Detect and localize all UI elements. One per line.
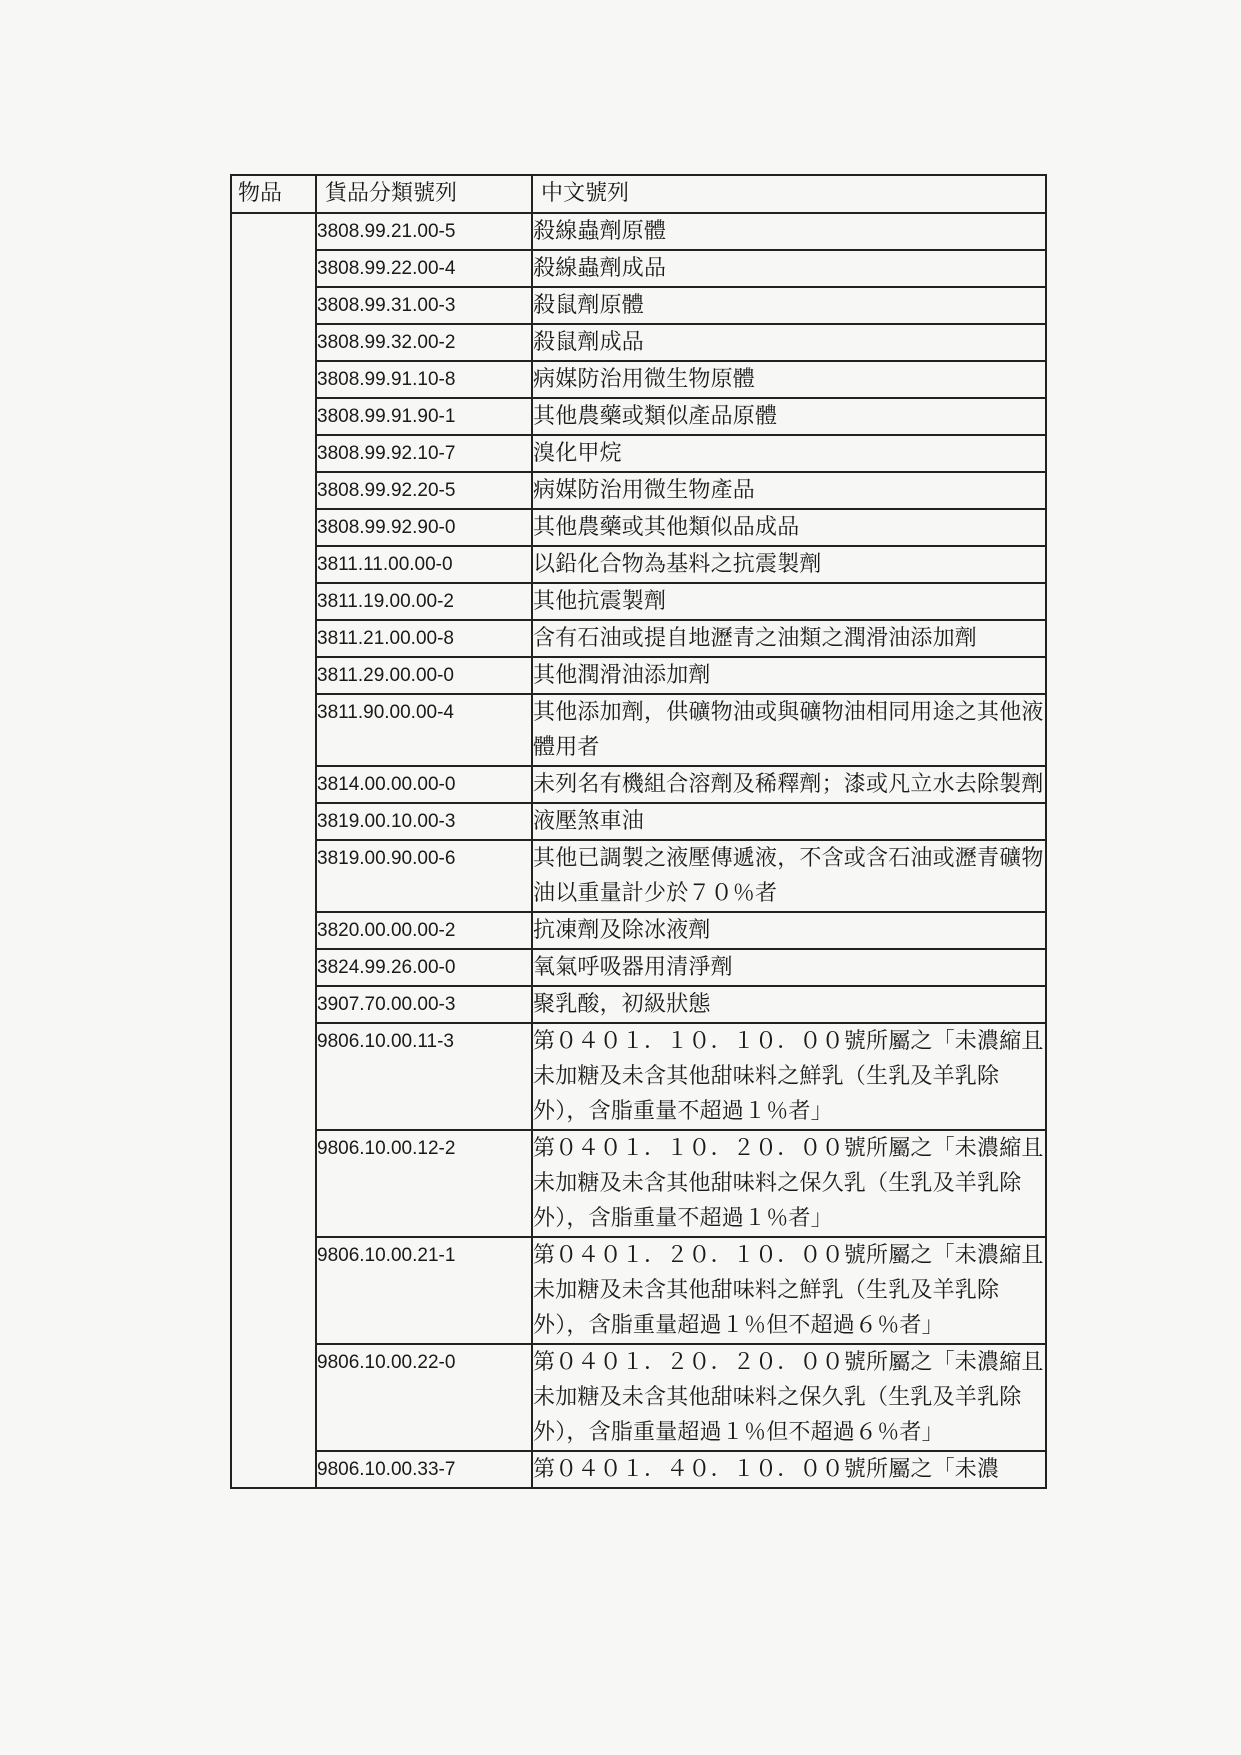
table-row <box>231 1237 1046 1344</box>
chinese-name-cell: 病媒防治用微生物原體 <box>532 361 1046 398</box>
table-row <box>231 803 1046 840</box>
header-chinese-name: 中文號列 <box>532 175 1046 213</box>
header-item: 物品 <box>231 175 316 213</box>
chinese-name-cell: 未列名有機組合溶劑及稀釋劑；漆或凡立水去除製劑 <box>532 766 1046 803</box>
chinese-name-cell: 殺鼠劑成品 <box>532 324 1046 361</box>
tariff-code-cell: 3907.70.00.00-3 <box>316 986 532 1023</box>
table-row <box>231 583 1046 620</box>
chinese-name-cell: 殺鼠劑原體 <box>532 287 1046 324</box>
tariff-code-cell: 9806.10.00.33-7 <box>316 1451 532 1488</box>
header-code: 貨品分類號列 <box>316 175 532 213</box>
chinese-name-cell: 殺線蟲劑原體 <box>532 213 1046 250</box>
chinese-name-cell: 第０４０１．２０．２０．００號所屬之「未濃縮且未加糖及未含其他甜味料之保久乳（生乳及羊乳除外），含脂重量超過１％但不超過６％者」 <box>532 1344 1046 1451</box>
chinese-name-cell: 溴化甲烷 <box>532 435 1046 472</box>
table-row <box>231 949 1046 986</box>
table-row <box>231 840 1046 912</box>
table-row <box>231 287 1046 324</box>
tariff-code-cell: 9806.10.00.21-1 <box>316 1237 532 1344</box>
chinese-name-cell: 病媒防治用微生物產品 <box>532 472 1046 509</box>
table-row <box>231 435 1046 472</box>
table-row <box>231 472 1046 509</box>
table-row <box>231 912 1046 949</box>
chinese-name-cell: 聚乳酸，初級狀態 <box>532 986 1046 1023</box>
table-row <box>231 324 1046 361</box>
table-row <box>231 1023 1046 1130</box>
tariff-table <box>230 174 1047 1489</box>
chinese-name-cell: 第０４０１．１０．１０．００號所屬之「未濃縮且未加糖及未含其他甜味料之鮮乳（生乳及羊乳除外），含脂重量不超過１％者」 <box>532 1023 1046 1130</box>
table-row <box>231 1130 1046 1237</box>
chinese-name-cell: 第０４０１．４０．１０．００號所屬之「未濃 <box>532 1451 1046 1488</box>
chinese-name-cell: 其他抗震製劑 <box>532 583 1046 620</box>
table-row <box>231 1451 1046 1488</box>
chinese-name-cell: 以鉛化合物為基料之抗震製劑 <box>532 546 1046 583</box>
tariff-code-cell: 9806.10.00.11-3 <box>316 1023 532 1130</box>
table-row <box>231 213 1046 250</box>
chinese-name-cell: 液壓煞車油 <box>532 803 1046 840</box>
table-row <box>231 250 1046 287</box>
tariff-code-cell: 3811.90.00.00-4 <box>316 694 532 766</box>
table-row <box>231 361 1046 398</box>
chinese-name-cell: 第０４０１．１０．２０．００號所屬之「未濃縮且未加糖及未含其他甜味料之保久乳（生乳及羊乳除外），含脂重量不超過１％者」 <box>532 1130 1046 1237</box>
chinese-name-cell: 其他添加劑，供礦物油或與礦物油相同用途之其他液體用者 <box>532 694 1046 766</box>
chinese-name-cell: 氧氣呼吸器用清淨劑 <box>532 949 1046 986</box>
table-row <box>231 1344 1046 1451</box>
chinese-name-cell: 其他已調製之液壓傳遞液，不含或含石油或瀝青礦物油以重量計少於７０％者 <box>532 840 1046 912</box>
table-row <box>231 766 1046 803</box>
tariff-code-cell: 3808.99.22.00-4 <box>316 250 532 287</box>
tariff-code-cell: 3808.99.31.00-3 <box>316 287 532 324</box>
tariff-code-cell: 9806.10.00.22-0 <box>316 1344 532 1451</box>
chinese-name-cell: 其他農藥或其他類似品成品 <box>532 509 1046 546</box>
tariff-code-cell: 3811.19.00.00-2 <box>316 583 532 620</box>
tariff-code-cell: 3814.00.00.00-0 <box>316 766 532 803</box>
tariff-code-cell: 3808.99.91.10-8 <box>316 361 532 398</box>
tariff-code-cell: 3820.00.00.00-2 <box>316 912 532 949</box>
item-cell <box>231 213 316 1488</box>
table-row <box>231 694 1046 766</box>
tariff-code-cell: 3824.99.26.00-0 <box>316 949 532 986</box>
tariff-code-cell: 3808.99.92.20-5 <box>316 472 532 509</box>
table-row <box>231 546 1046 583</box>
tariff-code-cell: 3819.00.10.00-3 <box>316 803 532 840</box>
table-header-row <box>231 175 1046 213</box>
chinese-name-cell: 第０４０１．２０．１０．００號所屬之「未濃縮且未加糖及未含其他甜味料之鮮乳（生乳及羊乳除外），含脂重量超過１％但不超過６％者」 <box>532 1237 1046 1344</box>
table-row <box>231 398 1046 435</box>
chinese-name-cell: 殺線蟲劑成品 <box>532 250 1046 287</box>
tariff-code-cell: 3808.99.92.90-0 <box>316 509 532 546</box>
tariff-code-cell: 3811.11.00.00-0 <box>316 546 532 583</box>
tariff-code-cell: 9806.10.00.12-2 <box>316 1130 532 1237</box>
tariff-code-cell: 3808.99.92.10-7 <box>316 435 532 472</box>
table-row <box>231 657 1046 694</box>
tariff-code-cell: 3819.00.90.00-6 <box>316 840 532 912</box>
chinese-name-cell: 含有石油或提自地瀝青之油類之潤滑油添加劑 <box>532 620 1046 657</box>
tariff-code-cell: 3811.29.00.00-0 <box>316 657 532 694</box>
tariff-code-cell: 3808.99.91.90-1 <box>316 398 532 435</box>
tariff-code-cell: 3811.21.00.00-8 <box>316 620 532 657</box>
chinese-name-cell: 其他農藥或類似產品原體 <box>532 398 1046 435</box>
table-row <box>231 620 1046 657</box>
table-row <box>231 509 1046 546</box>
tariff-code-cell: 3808.99.32.00-2 <box>316 324 532 361</box>
chinese-name-cell: 其他潤滑油添加劑 <box>532 657 1046 694</box>
table-body <box>231 213 1046 1488</box>
table-row <box>231 986 1046 1023</box>
tariff-code-cell: 3808.99.21.00-5 <box>316 213 532 250</box>
chinese-name-cell: 抗凍劑及除冰液劑 <box>532 912 1046 949</box>
